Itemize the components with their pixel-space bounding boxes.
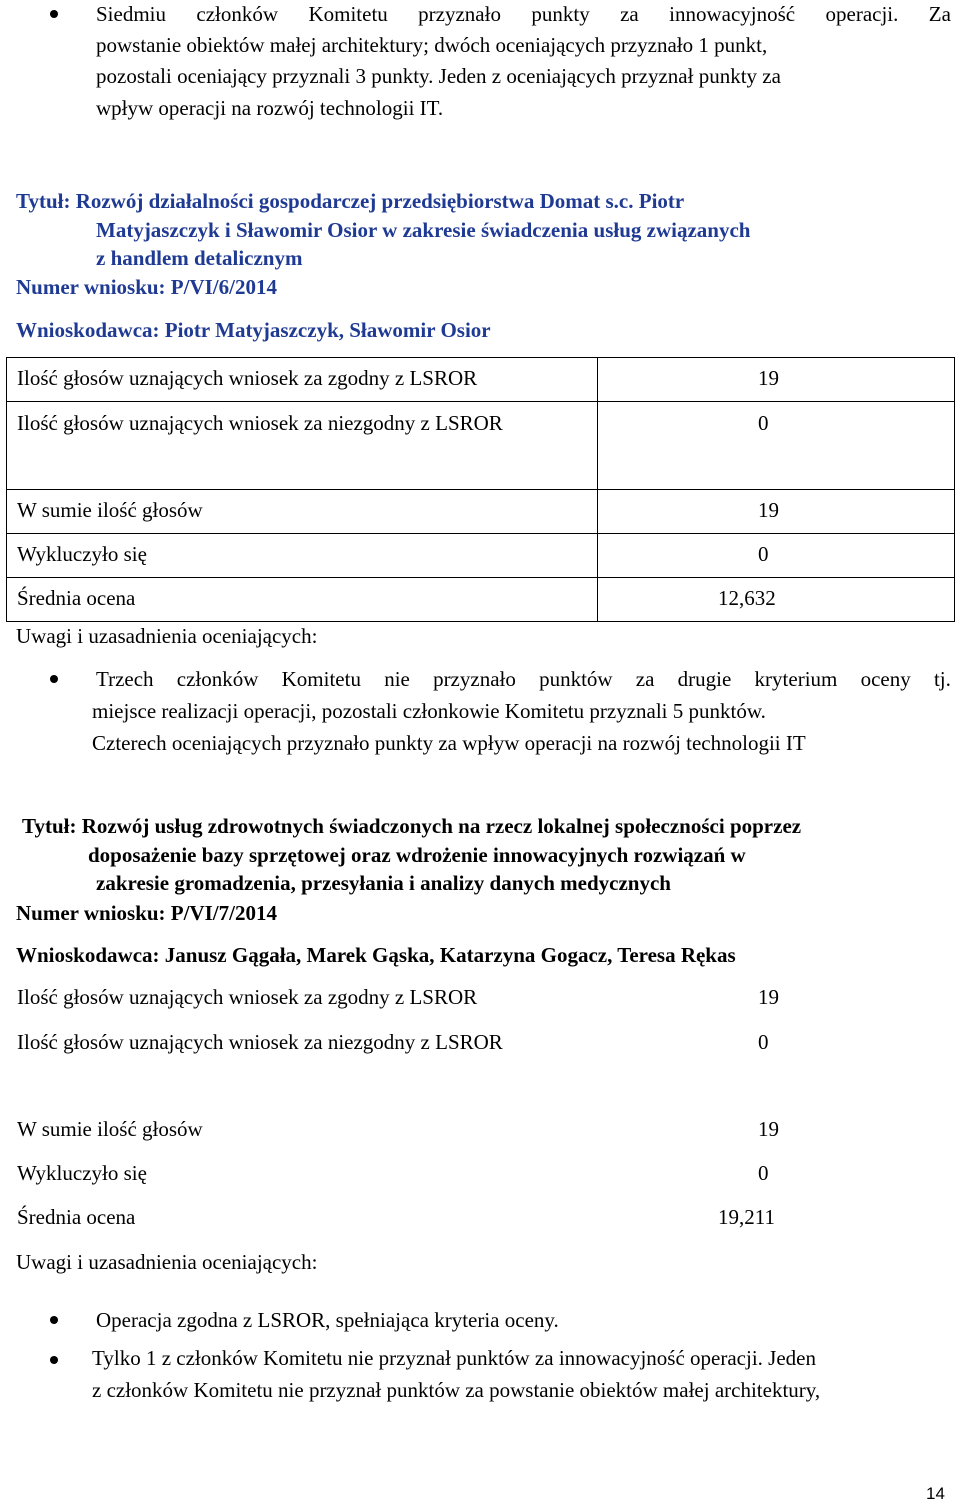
table-row: W sumie ilość głosów 19	[7, 490, 955, 534]
table-row: Ilość głosów uznających wniosek za niezgodny z LSROR 0	[7, 402, 955, 490]
section2-bullet-2-line-1: Tylko 1 z członków Komitetu nie przyznał punktów za innowacyjność operacji. Jeden	[92, 1346, 816, 1370]
top-bullet-line-2: powstanie obiektów małej architektury; dwóch oceniających przyznało 1 punkt,	[96, 33, 768, 57]
section2-numer: Numer wniosku: P/VI/7/2014	[16, 901, 277, 925]
section1-wnioskodawca: Wnioskodawca: Piotr Matyjaszczyk, Sławomir Osior	[16, 318, 491, 342]
section1-title-line-1: Tytuł: Rozwój działalności gospodarczej przedsiębiorstwa Domat s.c. Piotr	[16, 189, 685, 213]
table-row: Ilość głosów uznających wniosek za zgodny z LSROR 19	[7, 977, 955, 1021]
section2-title-line-2: doposażenie bazy sprzętowej oraz wdrożenie innowacyjnych rozwiązań w	[88, 843, 746, 867]
section2-bullet-1: Operacja zgodna z LSROR, spełniająca kryteria oceny.	[96, 1308, 559, 1332]
section2-table	[6, 976, 955, 1241]
section1-numer: Numer wniosku: P/VI/6/2014	[16, 275, 277, 299]
top-bullet-line-1: Siedmiu członków Komitetu przyznało punkty za innowacyjność operacji. Za	[96, 2, 951, 26]
section1-title-line-2: Matyjaszczyk i Sławomir Osior w zakresie świadczenia usług związanych	[96, 218, 751, 242]
table-row: Wykluczyło się 0	[7, 1153, 955, 1197]
section1-bullet-line-1: Trzech członków Komitetu nie przyznało punktów za drugie kryterium oceny tj.	[96, 667, 951, 691]
table-row: Ilość głosów uznających wniosek za zgodny z LSROR 19	[7, 358, 955, 402]
section2-wnioskodawca: Wnioskodawca: Janusz Gągała, Marek Gąska, Katarzyna Gogacz, Teresa Rękas	[16, 943, 736, 967]
top-bullet-line-3: pozostali oceniający przyznali 3 punkty. Jeden z oceniających przyznał punkty za	[96, 64, 781, 88]
section1-table	[6, 357, 955, 622]
section2-uwagi: Uwagi i uzasadnienia oceniających:	[16, 1250, 318, 1274]
page-number: 14	[926, 1484, 945, 1503]
section1-title-line-3: z handlem detalicznym	[96, 246, 303, 270]
table-row: Średnia ocena 12,632	[7, 578, 955, 622]
section1-bullet-line-3: Czterech oceniających przyznało punkty za wpływ operacji na rozwój technologii IT	[92, 731, 806, 755]
section2-title-line-3: zakresie gromadzenia, przesyłania i analizy danych medycznych	[96, 871, 671, 895]
table-row: W sumie ilość głosów 19	[7, 1109, 955, 1153]
bullet-icon	[50, 675, 58, 683]
bullet-icon	[50, 1316, 58, 1324]
bullet-icon	[50, 10, 58, 18]
table-row: Średnia ocena 19,211	[7, 1197, 955, 1241]
section2-bullet-2-line-2: z członków Komitetu nie przyznał punktów za powstanie obiektów małej architektury,	[92, 1378, 821, 1402]
section2-title-line-1: Tytuł: Rozwój usług zdrowotnych świadczonych na rzecz lokalnej społeczności poprzez	[22, 814, 802, 838]
table-row: Wykluczyło się 0	[7, 534, 955, 578]
section1-uwagi: Uwagi i uzasadnienia oceniających:	[16, 624, 318, 648]
top-bullet-line-4: wpływ operacji na rozwój technologii IT.	[96, 96, 444, 120]
bullet-icon	[50, 1356, 58, 1364]
table-row: Ilość głosów uznających wniosek za niezgodny z LSROR 0	[7, 1021, 955, 1109]
section1-bullet-line-2: miejsce realizacji operacji, pozostali członkowie Komitetu przyznali 5 punktów.	[92, 699, 766, 723]
